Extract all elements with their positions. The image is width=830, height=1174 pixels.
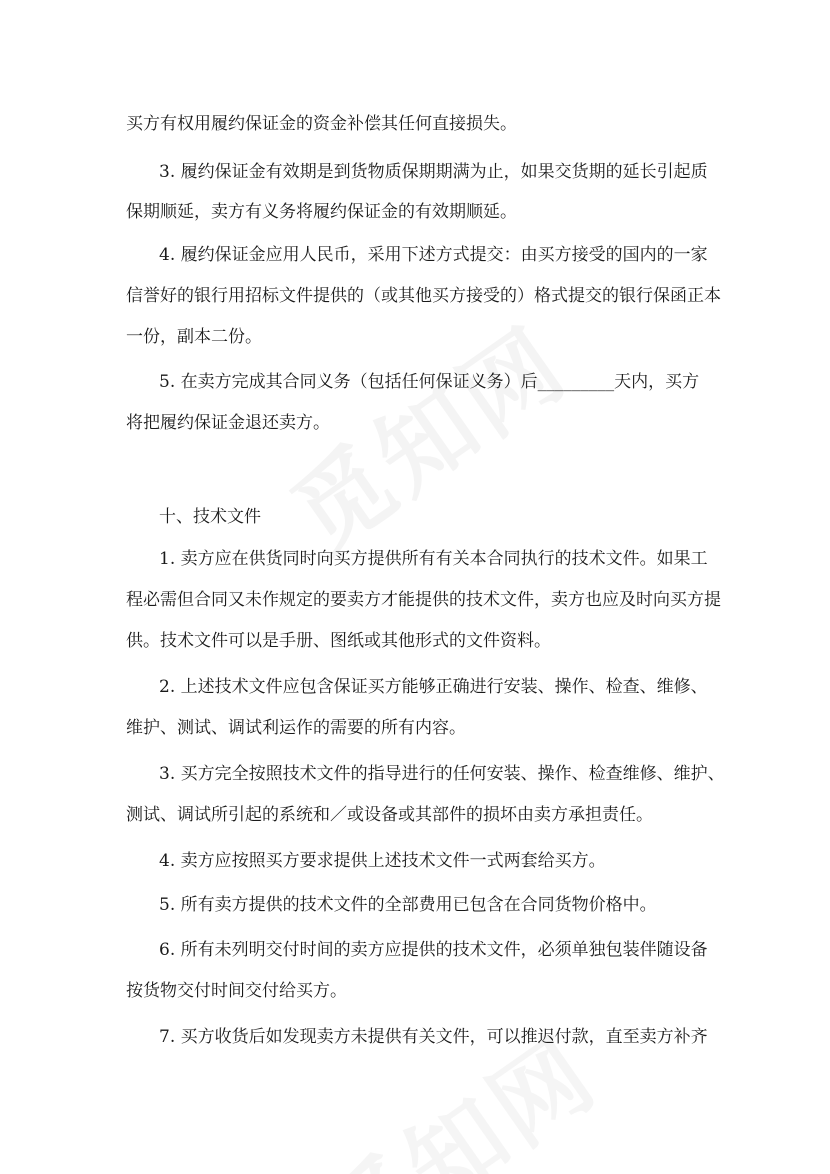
- tech-clause-2-line-2: 维护、测试、调试利运作的需要的所有内容。: [126, 718, 466, 738]
- tech-clause-6-line-2: 按货物交付时间交付给买方。: [126, 981, 347, 1001]
- tech-clause-1-line-3: 供。技术文件可以是手册、图纸或其他形式的文件资料。: [126, 631, 551, 651]
- section-heading-technical-documents: 十、技术文件: [159, 507, 261, 527]
- tech-clause-7-line-1: 7. 买方收货后如发现卖方未提供有关文件，可以推迟付款，直至卖方补齐: [159, 1027, 708, 1047]
- tech-clause-1-line-1: 1. 卖方应在供货同时向买方提供所有有关本合同执行的技术文件。如果工: [159, 549, 708, 569]
- clause-4-line-3: 一份，副本二份。: [126, 327, 262, 347]
- clause-5-line-2: 将把履约保证金退还卖方。: [126, 413, 330, 433]
- tech-clause-2-line-1: 2. 上述技术文件应包含保证买方能够正确进行安装、操作、检查、维修、: [159, 677, 708, 697]
- tech-clause-3-line-2: 测试、调试所引起的系统和／或设备或其部件的损坏由卖方承担责任。: [126, 805, 653, 825]
- clause-4-line-1: 4. 履约保证金应用人民币，采用下述方式提交：由买方接受的国内的一家: [159, 245, 708, 265]
- clause-5-line-1: 5. 在卖方完成其合同义务（包括任何保证义务）后_________天内，买方: [159, 372, 700, 392]
- clause-3-line-1: 3. 履约保证金有效期是到货物质保期期满为止，如果交货期的延长引起质: [159, 162, 708, 182]
- tech-clause-3-line-1: 3. 买方完全按照技术文件的指导进行的任何安装、操作、检查维修、维护、: [159, 764, 725, 784]
- clause-4-line-2: 信誉好的银行用招标文件提供的（或其他买方接受的）格式提交的银行保函正本: [126, 286, 721, 306]
- tech-clause-1-line-2: 程必需但合同又未作规定的要卖方才能提供的技术文件，卖方也应及时向买方提: [126, 590, 721, 610]
- clause-3-line-2: 保期顺延，卖方有义务将履约保证金的有效期顺延。: [126, 202, 517, 222]
- tech-clause-5: 5. 所有卖方提供的技术文件的全部费用已包含在合同货物价格中。: [159, 895, 657, 915]
- paragraph-line: 买方有权用履约保证金的资金补偿其任何直接损失。: [126, 114, 517, 134]
- tech-clause-6-line-1: 6. 所有未列明交付时间的卖方应提供的技术文件，必须单独包装伴随设备: [159, 940, 708, 960]
- tech-clause-4: 4. 卖方应按照买方要求提供上述技术文件一式两套给买方。: [159, 851, 606, 871]
